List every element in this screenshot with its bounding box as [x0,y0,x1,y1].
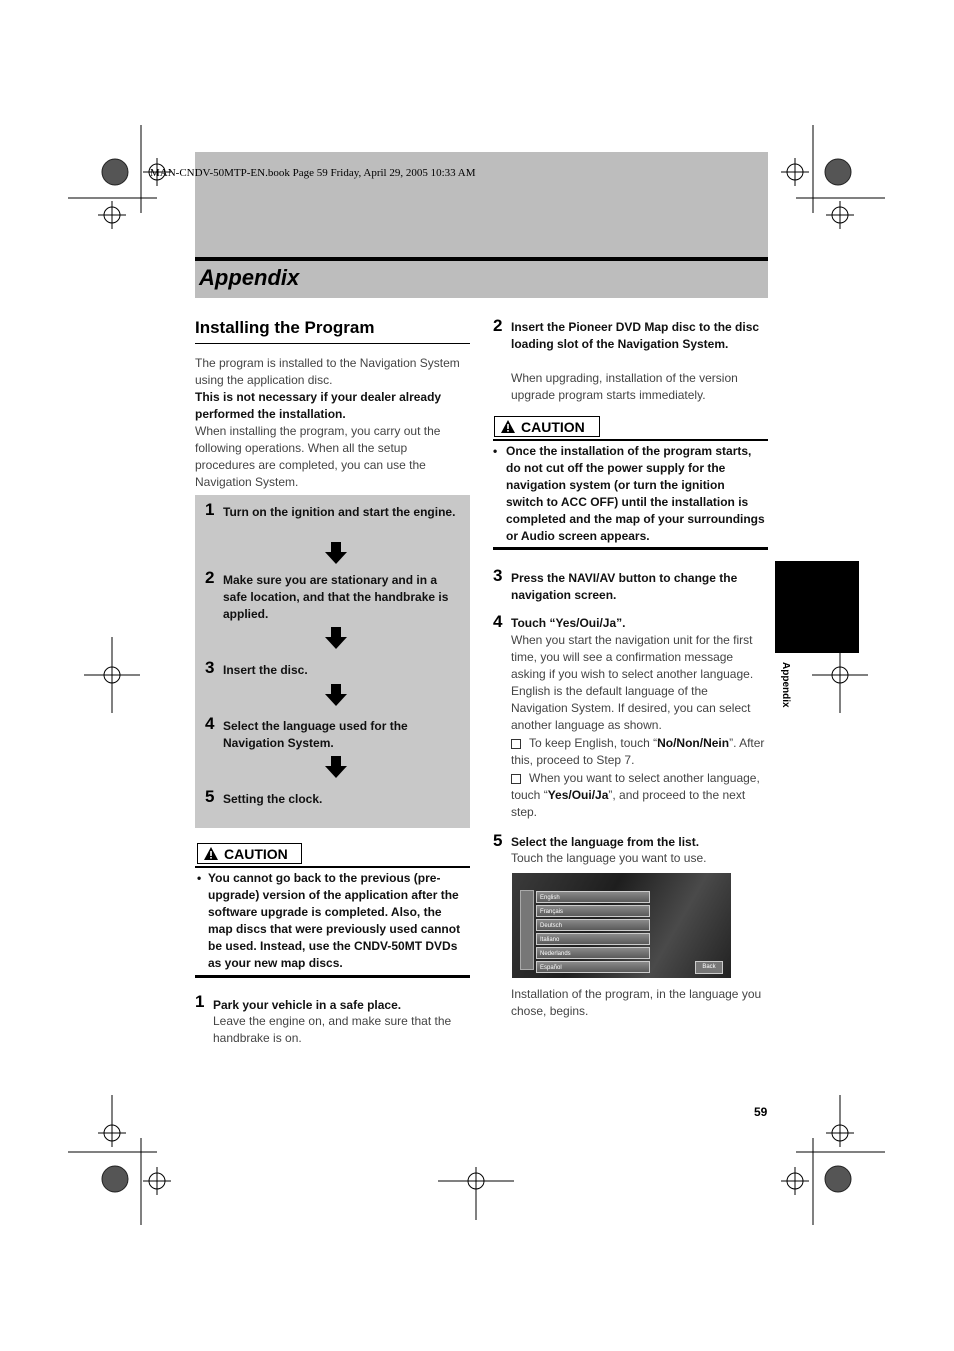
caution-rule-bottom [195,975,470,978]
page-title: Appendix [199,265,300,290]
step-5-result: Installation of the program, in the language you chose, begins. [511,987,762,1018]
section-tab-label: Appendix [780,662,791,708]
caution-text: • You cannot go back to the previous (pre-upgrade) version of the application after the software upgrade is completed. Also, the map discs that were previously used cannot be used. Instead, use the CNDV-50MT DVDs as your new map discs. [197,871,461,970]
header-rule [195,257,768,261]
overview-step: 3 Insert the disc. [205,658,308,677]
caution-rule-top [493,439,768,441]
language-option[interactable]: Italiano [536,933,650,945]
procedure-step-3: 3 Press the NAVI/AV button to change the navigation screen. [493,566,738,602]
back-button[interactable]: Back [695,961,723,974]
down-arrow-icon [325,627,347,649]
caution-heading: CAUTION [197,843,302,864]
intro-text [195,355,470,491]
caution-rule-top [195,866,470,868]
language-option[interactable]: Deutsch [536,919,650,931]
language-option[interactable]: Nederlands [536,947,650,959]
procedure-step-5: 5 Select the language from the list. Touch the language you want to use. [493,831,707,865]
procedure-step-1: 1 Park your vehicle in a safe place. Leave the engine on, and make sure that the handbrake is on. [195,992,452,1045]
language-option[interactable]: Français [536,905,650,917]
procedure-step-2: 2 Insert the Pioneer DVD Map disc to the disc loading slot of the Navigation System. When upgrading, installation of the version upgrade program starts immediately. [493,316,760,402]
down-arrow-icon [325,542,347,564]
section-tab [775,561,859,653]
intro-note: This is not necessary if your dealer already performed the installation. [195,390,442,421]
overview-step: 2 Make sure you are stationary and in a safe location, and that the handbrake is applied. [205,568,449,621]
warning-icon [204,847,218,860]
page-number: 59 [754,1105,768,1119]
intro-paragraph: The program is installed to the Navigation System using the application disc. [195,356,460,387]
caution-heading: CAUTION [494,416,600,437]
overview-step: 1 Turn on the ignition and start the engine. [205,500,456,519]
caution-rule-bottom [493,547,768,550]
checkbox-icon [511,739,521,749]
caution-text: • Once the installation of the program starts, do not cut off the power supply for the navigation system (or turn the ignition switch to ACC OFF) until the installation is completed and the map of your surroundings or Audio screen appears. [493,444,765,543]
section-title: Installing the Program [195,318,375,337]
list-item: To keep English, touch “No/Non/Nein”. After this, proceed to Step 7. [511,736,765,767]
intro-paragraph: When installing the program, you carry out the following operations. When all the setup procedures are completed, you can use the Navigation System. [195,424,441,489]
language-option[interactable]: Español [536,961,650,973]
procedure-step-4: 4 Touch “Yes/Oui/Ja”. When you start the navigation unit for the first time, you will see a confirmation message asking if you wish to select another language. English is the default language of the Navigation System. If desired, you can select another language as shown. To keep English, touch “No/Non/Nein”. After this, proceed to Step 7. When you want to select another language, touch “Yes/Oui/Ja”, and proceed to the next step. [493,612,768,632]
overview-step: 4 Select the language used for the Navigation System. [205,714,408,750]
list-item: When you want to select another language, touch “Yes/Oui/Ja”, and proceed to the next step. [511,771,760,819]
warning-icon [501,420,515,433]
book-meta: MAN-CNDV-50MTP-EN.book Page 59 Friday, April 29, 2005 10:33 AM [150,167,476,179]
overview-step: 5 Setting the clock. [205,787,323,806]
down-arrow-icon [325,756,347,778]
checkbox-icon [511,774,521,784]
language-select-screenshot [512,873,731,978]
section-divider [195,343,470,344]
down-arrow-icon [325,684,347,706]
scrollbar[interactable] [520,890,534,970]
language-option[interactable]: English [536,891,650,903]
